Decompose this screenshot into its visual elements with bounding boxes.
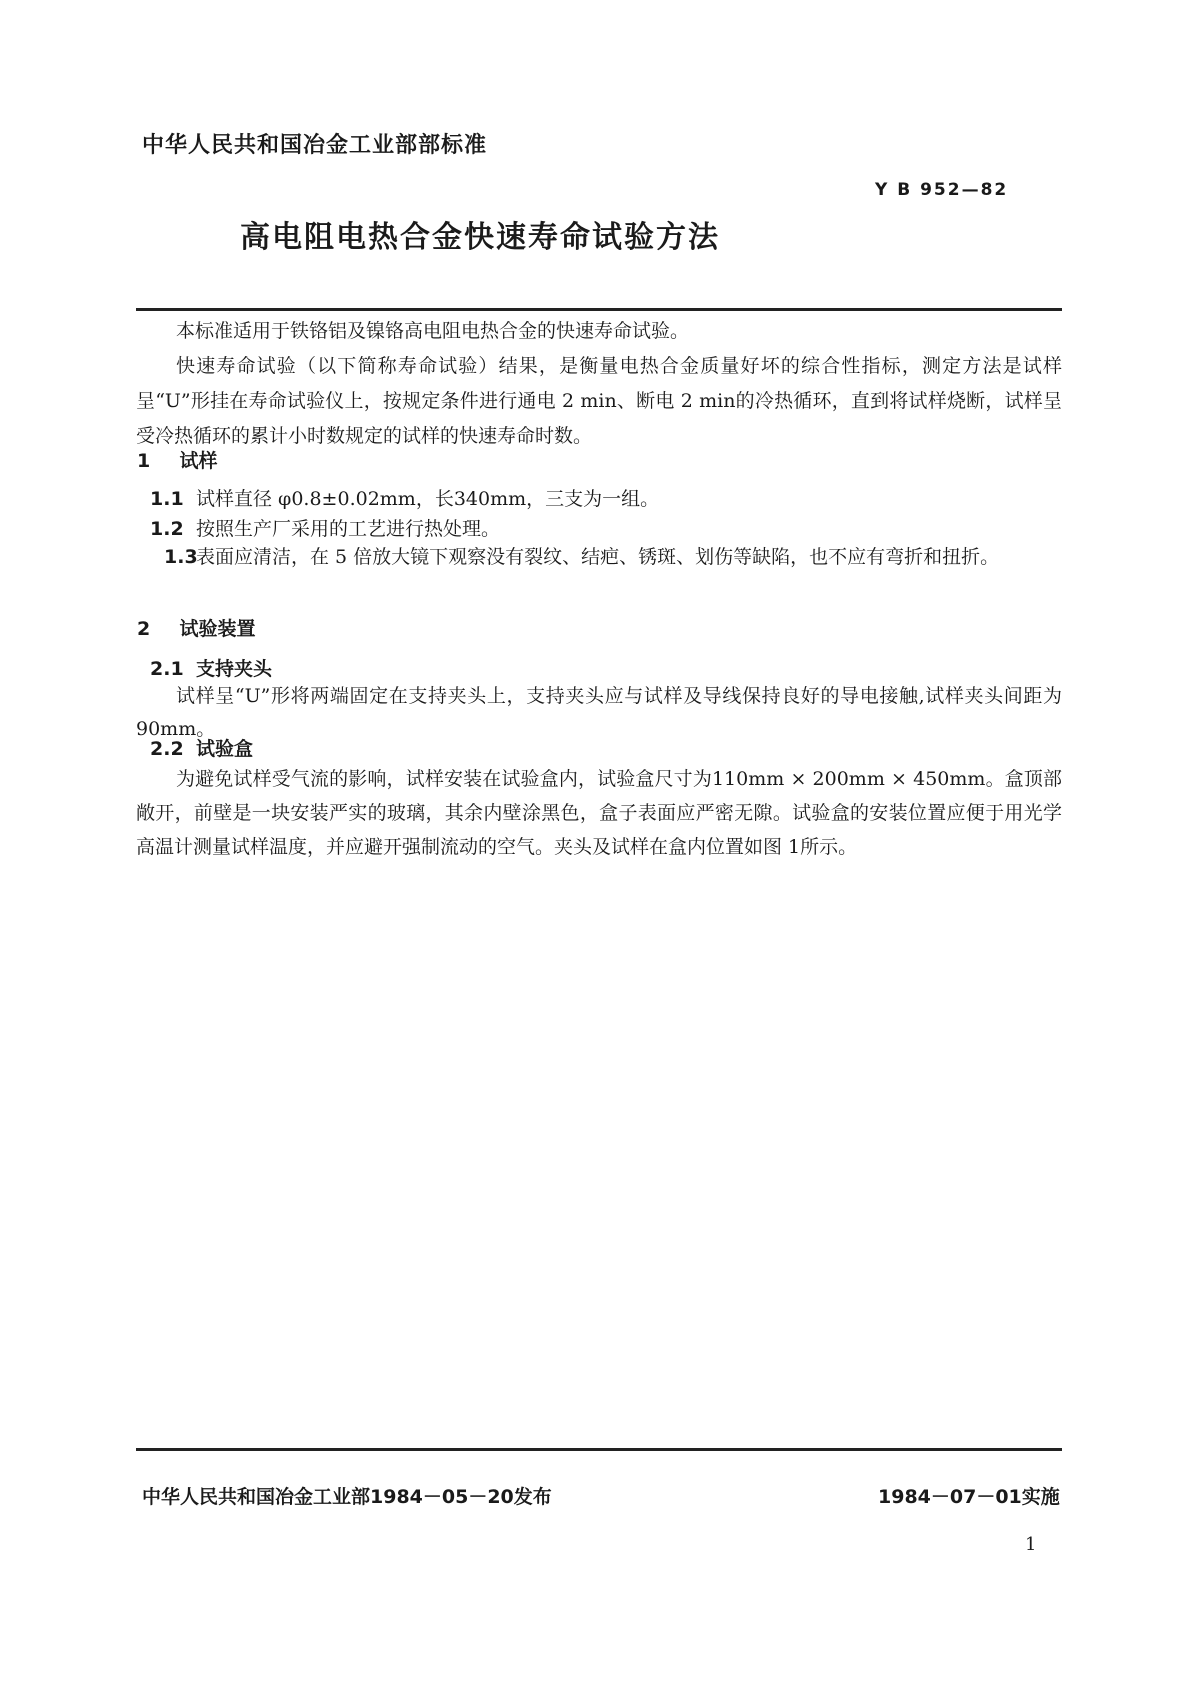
header-divider [136,308,1062,311]
clause-2-2-text: 为避免试样受气流的影响，试样安装在试验盒内，试验盒尺寸为110mm × 200mm × 450mm。盒顶部敞开，前壁是一块安装严实的玻璃，其余内壁涂黑色，盒子表面应严密无隙。试验盒的安装位置应便于用光学高温计测量试样温度，并应避开强制流动的空气。夹头及试样在盒内位置如图 1所示。 [136,768,1062,858]
clause-2-2-heading [150,734,253,761]
clause-1-3 [136,540,1062,574]
clause-2-1-heading [150,654,272,681]
section-1-number: 1 [137,450,151,472]
standard-code: Y B 952—82 [875,180,1009,200]
clause-text: 试样直径 φ0.8±0.02mm，长340mm，三支为一组。 [196,488,660,510]
clause-1-2 [150,514,1060,541]
clause-title: 支持夹头 [196,658,273,680]
clause-title: 试验盒 [196,738,254,760]
section-1-title: 试样 [179,450,218,472]
section-2-heading [137,614,256,641]
clause-1-1 [150,484,1060,511]
section-2-number: 2 [137,618,151,640]
clause-number: 1.3 [164,546,198,568]
clause-number: 1.2 [150,518,184,540]
section-2-title: 试验装置 [179,618,256,640]
clause-number: 2.2 [150,738,184,760]
issuing-authority: 中华人民共和国冶金工业部部标准 [142,133,488,158]
issue-date: 中华人民共和国冶金工业部1984－05－20发布 [142,1486,552,1508]
intro-paragraph-1: 本标准适用于铁铬铝及镍铬高电阻电热合金的快速寿命试验。 [176,320,690,342]
clause-text: 按照生产厂采用的工艺进行热处理。 [196,518,501,540]
page-number: 1 [1025,1534,1037,1555]
clause-text: 表面应清洁，在 5 倍放大镜下观察没有裂纹、结疤、锈斑、划伤等缺陷，也不应有弯折和扭折。 [196,546,1000,568]
intro-paragraph-2: 快速寿命试验（以下简称寿命试验）结果，是衡量电热合金质量好坏的综合性指标，测定方法是试样呈“U”形挂在寿命试验仪上，按规定条件进行通电 2 min、断电 2 min的冷热循环，直到将试样烧断，试样呈受冷热循环的累计小时数规定的试样的快速寿命时数。 [136,355,1062,447]
footer-divider [136,1448,1062,1451]
section-1-heading [137,446,218,473]
clause-number: 1.1 [150,488,184,510]
document-title: 高电阻电热合金快速寿命试验方法 [240,220,720,255]
clause-2-1-text: 试样呈“U”形将两端固定在支持夹头上，支持夹头应与试样及导线保持良好的导电接触,试样夹头间距为90mm。 [136,685,1062,740]
clause-number: 2.1 [150,658,184,680]
effective-date: 1984－07－01实施 [878,1486,1060,1508]
